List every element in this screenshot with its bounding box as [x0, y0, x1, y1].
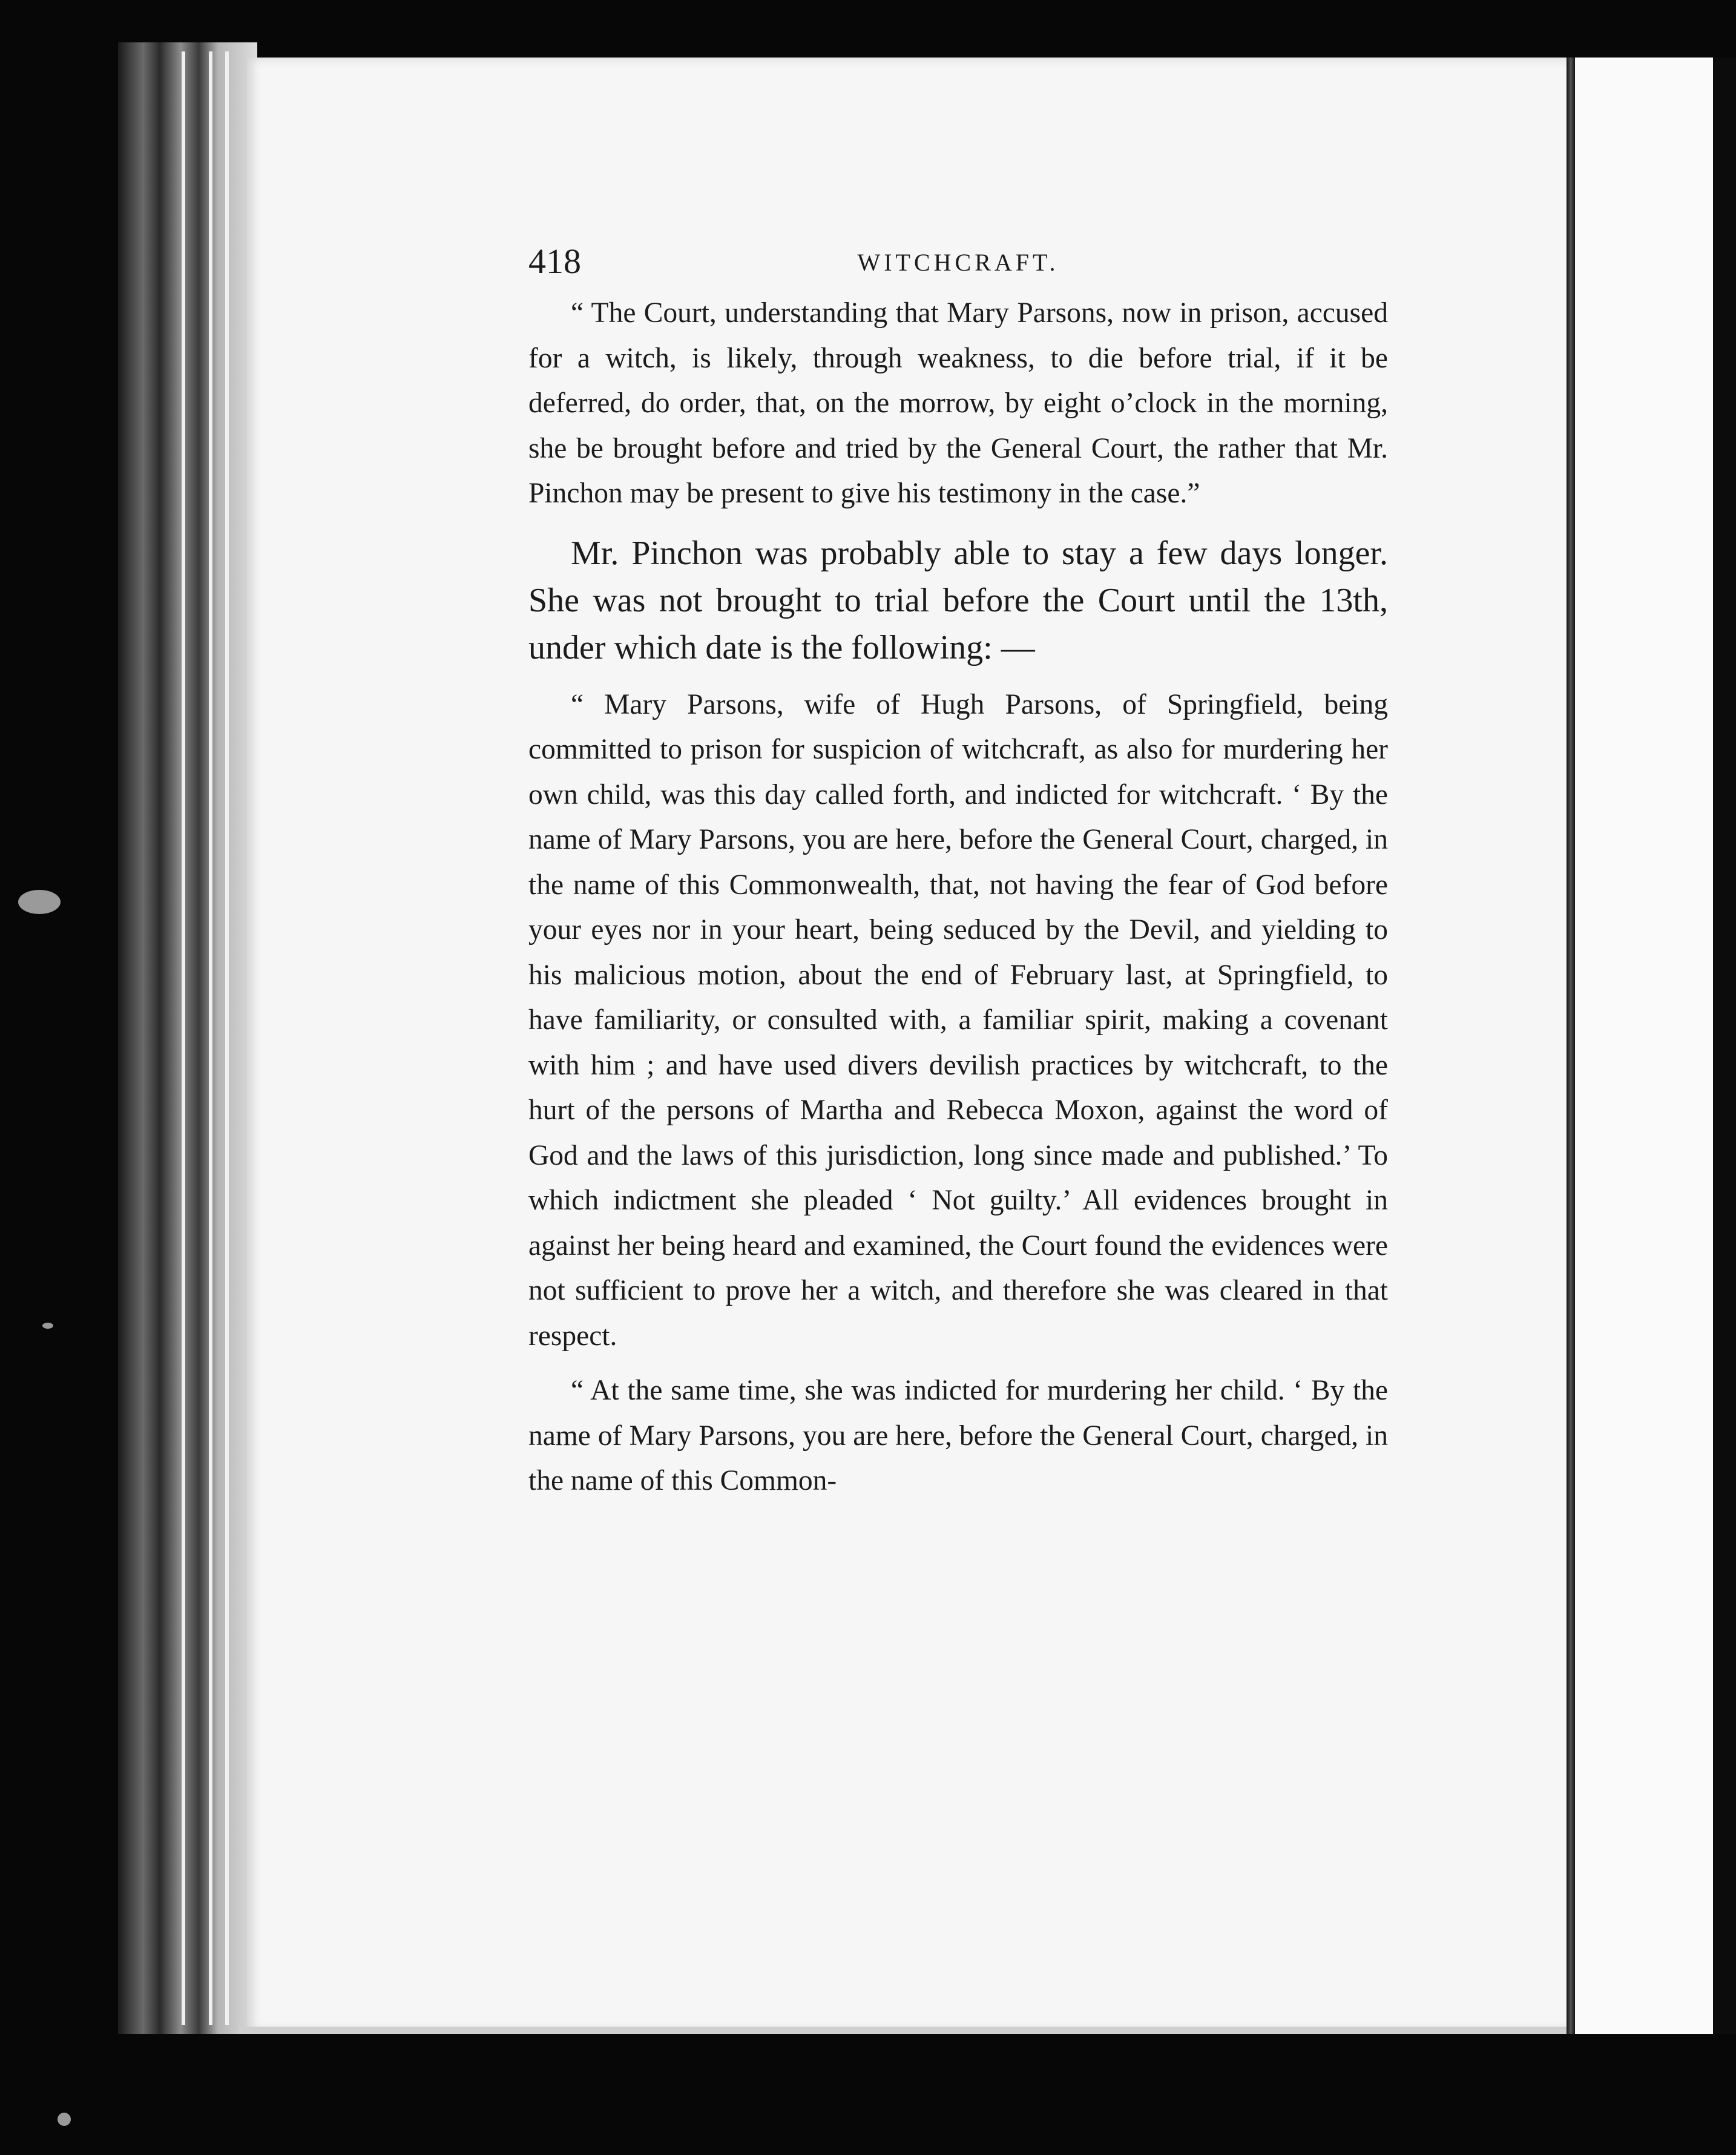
book-gutter	[1567, 58, 1575, 2034]
facing-page-edge	[1571, 58, 1736, 2034]
running-title: WITCHCRAFT.	[857, 249, 1059, 276]
author-text	[528, 530, 1388, 671]
running-head	[528, 230, 1388, 291]
left-page-edges	[118, 42, 257, 2034]
page-edge-line	[225, 51, 229, 2025]
page-edge-line	[182, 51, 185, 2025]
paragraph-indictment-murder: “ At the same time, she was indicted for murdering her child. ‘ By the name of Mary Parsons, you are here, before the General Court, charged, in the name of this Common-	[528, 1375, 1388, 1496]
quoted-extract	[528, 682, 1388, 1504]
scan-border-right	[1713, 58, 1736, 2034]
paragraph-court-order: “ The Court, understanding that Mary Parsons, now in prison, accused for a witch, is likely, through weakness, to die before trial, if it be deferred, do order, that, on the morrow, by eight o’clock in the morning, she be brought before and tried by the General Court, the rather that Mr. Pinchon may be present to give his testimony in the case.”	[528, 297, 1388, 509]
quoted-extract	[528, 291, 1388, 516]
page-edge-line	[209, 51, 212, 2025]
paragraph-indictment-witchcraft: “ Mary Parsons, wife of Hugh Parsons, of Springfield, being committed to prison for suspicion of witchcraft, as also for murdering her own child, was this day called forth, and indicted for witchcraft. ‘ By the name of Mary Parsons, you are here, before the General Court, charged, in the name of this Commonwealth, that, not having the fear of God before your eyes nor in your heart, being seduced by the Devil, and yielding to his malicious motion, about the end of February last, at Springfield, to have familiarity, or consulted with, a familiar spirit, making a covenant with him ; and have used divers devilish practices by witchcraft, to the hurt of the persons of Martha and Rebecca Moxon, against the word of God and the laws of this jurisdiction, long since made and published.’ To which indictment she pleaded ‘ Not guilty.’ All evidences brought in against her being heard and examined, the Court found the evidences were not sufficient to prove her a witch, and therefore she was cleared in that respect.	[528, 688, 1388, 1352]
paragraph-pinchon: Mr. Pinchon was probably able to stay a few days longer. She was not brought to trial before the Court until the 13th, under which date is the following: —	[528, 534, 1388, 666]
page-bottom-edge	[239, 2027, 1589, 2034]
scan-speck	[42, 1323, 53, 1329]
scan-speck	[58, 2113, 71, 2126]
page-number: 418	[528, 242, 581, 281]
page-text-block	[528, 230, 1388, 1504]
scan-speck	[18, 890, 61, 914]
